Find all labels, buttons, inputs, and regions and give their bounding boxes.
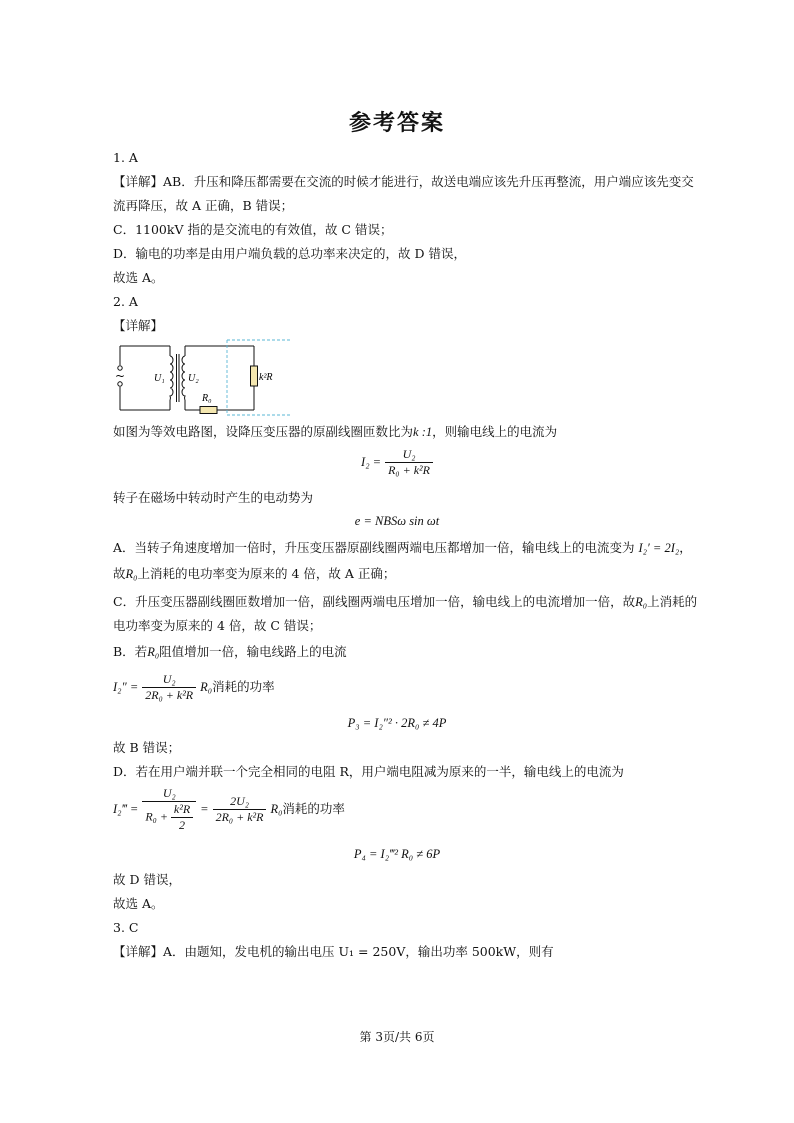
formula-b: I₂″ = $\frac{\text{U₂}}{\text{2R₀ + k²R}}$ R₀消耗的功率 <box>113 672 275 702</box>
detail-label: 【详解】 <box>113 318 164 333</box>
text-line: 故 B 错误； <box>113 740 181 755</box>
fraction: U₂ R₀ + $\frac{\text{k²R}}{2}$ <box>142 786 196 833</box>
text-line: 流再降压，故 A 正确，B 错误； <box>113 198 294 213</box>
text-line: A．当转子角速度增加一倍时，升压变压器原副线圈两端电压都增加一倍，输电线上的电流变为 I₂′ = 2I₂， <box>113 540 692 555</box>
text-line: 【详解】AB．升压和降压都需要在交流的时候才能进行，故送电端应该先升压再整流，用户端应该先变交 <box>113 174 694 189</box>
fraction: $\frac{\text{U₂}}{\text{R₀ + k²R}}$ <box>385 447 433 478</box>
formula-p3: P₃ = I₂″² · 2R₀ ≠ 4P <box>347 716 447 730</box>
label-u2: U₂ <box>188 373 199 384</box>
formula-i2: I₂ = $\frac{\text{U₂}}{\text{R₀ + k²R}}$ <box>0 447 794 478</box>
text-line: C．1100kV 指的是交流电的有效值，故 C 错误； <box>113 222 393 237</box>
text-line: 故R₀上消耗的电功率变为原来的 4 倍，故 A 正确； <box>113 566 396 581</box>
text-line: 转子在磁场中转动时产生的电动势为 <box>113 490 314 505</box>
text-line: 故 D 错误， <box>113 872 181 887</box>
formula-emf: e = NBSω sin ωt <box>354 514 440 528</box>
page-footer: 第 3页/共 6页 <box>359 1030 435 1044</box>
label-load: k²R <box>259 372 273 383</box>
label-r0: R₀ <box>202 393 212 404</box>
text-line: 如图为等效电路图，设降压变压器的原副线圈匝数比为k :1，则输电线上的电流为 <box>113 424 558 439</box>
text-line: B．若R₀阻值增加一倍，输电线路上的电流 <box>113 644 347 659</box>
fraction: $\frac{\text{k²R}}{2}$ <box>171 802 193 833</box>
text-line: D．输电的功率是由用户端负载的总功率来决定的，故 D 错误， <box>113 246 466 261</box>
label-u1: U₁ <box>154 373 165 384</box>
page-title: 参考答案 <box>348 111 445 136</box>
formula-p4: P₄ = I₂‴² R₀ ≠ 6P <box>353 847 441 861</box>
answer-2: 2. A <box>113 294 138 309</box>
text-line: 电功率变为原来的 4 倍，故 C 错误； <box>113 618 322 633</box>
equivalent-circuit-diagram <box>112 338 297 418</box>
answer-3: 3. C <box>113 920 139 935</box>
text-line: C．升压变压器副线圈匝数增加一倍，副线圈两端电压增加一倍，输电线上的电流增加一倍，故R₀上消耗的 <box>113 594 698 609</box>
source-tilde: ~ <box>115 369 126 383</box>
formula-d: I₂‴ = U₂ R₀ + $\frac{\text{k²R}}{2}$ = $\frac{\text{2U₂}}{\text{2R₀ + k²R}}$ R₀消耗的功率 <box>113 786 345 832</box>
text-line: 【详解】A．由题知，发电机的输出电压 U₁ = 250V，输出功率 500kW，则有 <box>113 944 554 959</box>
fraction: $\frac{\text{U₂}}{\text{2R₀ + k²R}}$ <box>142 672 196 703</box>
answer-1: 1. A <box>113 150 138 165</box>
text-line: 故选 A。 <box>113 270 164 285</box>
text-line: 故选 A。 <box>113 896 164 911</box>
fraction: $\frac{\text{2U₂}}{\text{2R₀ + k²R}}$ <box>213 794 267 825</box>
text-line: D．若在用户端并联一个完全相同的电阻 R，用户端电阻减为原来的一半，输电线上的电流为 <box>113 764 624 779</box>
